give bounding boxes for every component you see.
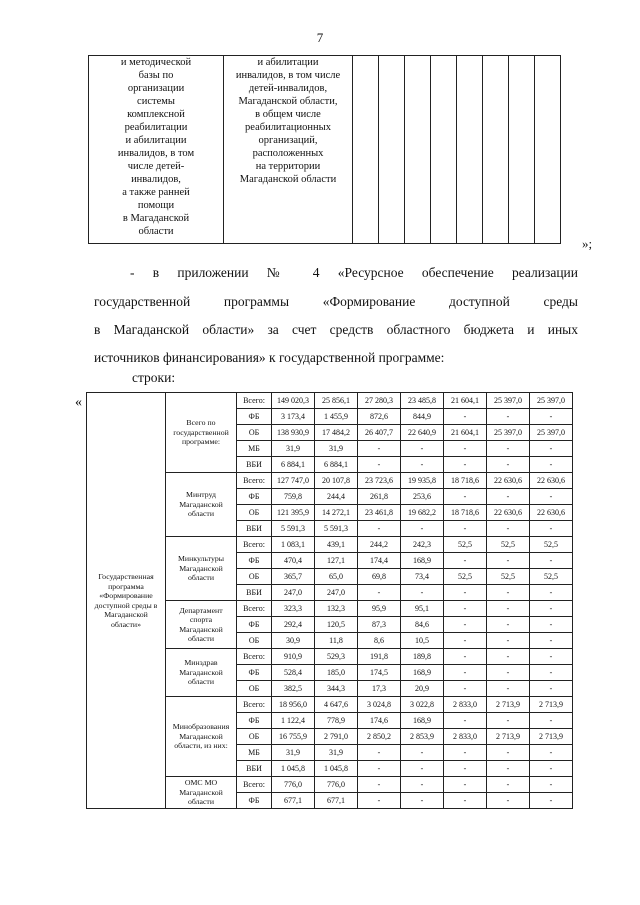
- cell-text-line: и методической: [120, 57, 192, 68]
- amount-cell: -: [530, 633, 573, 649]
- amount-cell: -: [444, 441, 487, 457]
- amount-cell: -: [444, 665, 487, 681]
- amount-cell: 120,5: [315, 617, 358, 633]
- amount-cell: -: [401, 777, 444, 793]
- cell-text-line: на территории: [255, 161, 321, 172]
- amount-cell: -: [444, 793, 487, 809]
- cell-text-line: базы по: [138, 70, 174, 81]
- executor-cell: ОМС МО Магаданской области: [166, 777, 237, 809]
- amount-cell: 31,9: [272, 745, 315, 761]
- amount-cell: 31,9: [315, 745, 358, 761]
- cell-text-line: расположенных: [252, 148, 324, 159]
- amount-cell: 168,9: [401, 553, 444, 569]
- amount-cell: 191,8: [358, 649, 401, 665]
- amount-cell: -: [530, 665, 573, 681]
- amount-cell: 20,9: [401, 681, 444, 697]
- amount-cell: -: [444, 777, 487, 793]
- amount-cell: 21 604,1: [444, 393, 487, 409]
- empty-cell: [535, 56, 561, 244]
- funding-source-cell: Всего:: [237, 649, 272, 665]
- cell-text-line: а также ранней: [122, 187, 190, 198]
- amount-cell: 18 956,0: [272, 697, 315, 713]
- amount-cell: -: [530, 761, 573, 777]
- amount-cell: 185,0: [315, 665, 358, 681]
- funding-source-cell: ОБ: [237, 425, 272, 441]
- amount-cell: 10,5: [401, 633, 444, 649]
- amount-cell: -: [487, 633, 530, 649]
- amount-cell: 22 640,9: [401, 425, 444, 441]
- amount-cell: -: [487, 681, 530, 697]
- funding-source-cell: ФБ: [237, 617, 272, 633]
- cell-text-line: комплексной: [127, 109, 185, 120]
- amount-cell: 52,5: [487, 537, 530, 553]
- amount-cell: 84,6: [401, 617, 444, 633]
- amount-cell: 759,8: [272, 489, 315, 505]
- amount-cell: 344,3: [315, 681, 358, 697]
- amount-cell: -: [530, 457, 573, 473]
- funding-source-cell: ВБИ: [237, 457, 272, 473]
- amount-cell: 23 723,6: [358, 473, 401, 489]
- amount-cell: 2 713,9: [530, 729, 573, 745]
- amount-cell: 26 407,7: [358, 425, 401, 441]
- cell-text-line: системы: [137, 96, 175, 107]
- amount-cell: 95,9: [358, 601, 401, 617]
- amount-cell: 292,4: [272, 617, 315, 633]
- amount-cell: 18 718,6: [444, 505, 487, 521]
- amount-cell: -: [487, 601, 530, 617]
- amount-cell: -: [444, 761, 487, 777]
- amount-cell: 11,8: [315, 633, 358, 649]
- amount-cell: 2 833,0: [444, 729, 487, 745]
- amount-cell: -: [444, 489, 487, 505]
- amount-cell: 677,1: [315, 793, 358, 809]
- paragraph-line: в Магаданской области» за счет средств областного бюджета и иных: [94, 322, 578, 337]
- amount-cell: -: [487, 761, 530, 777]
- executor-cell: Департамент спорта Магаданской области: [166, 601, 237, 649]
- amount-cell: 52,5: [530, 569, 573, 585]
- empty-cell: [405, 56, 431, 244]
- paragraph-line: государственной программы «Формирование доступной среды: [94, 294, 578, 309]
- empty-cell: [483, 56, 509, 244]
- cell-text-line: реабилитационных: [245, 122, 331, 133]
- amount-cell: 127 747,0: [272, 473, 315, 489]
- empty-cell: [353, 56, 379, 244]
- empty-cell: [379, 56, 405, 244]
- amount-cell: -: [401, 745, 444, 761]
- amount-cell: -: [530, 585, 573, 601]
- amount-cell: 25 397,0: [487, 425, 530, 441]
- cell-text-line: инвалидов, в том: [117, 148, 195, 159]
- amount-cell: 69,8: [358, 569, 401, 585]
- indicator-name-cell: [224, 56, 353, 244]
- funding-source-cell: ОБ: [237, 633, 272, 649]
- amount-cell: 27 280,3: [358, 393, 401, 409]
- amount-cell: 189,8: [401, 649, 444, 665]
- page-number: 7: [316, 30, 324, 45]
- amount-cell: 253,6: [401, 489, 444, 505]
- amount-cell: 25 397,0: [530, 425, 573, 441]
- amount-cell: 2 791,0: [315, 729, 358, 745]
- funding-source-cell: ОБ: [237, 681, 272, 697]
- amount-cell: -: [487, 409, 530, 425]
- amount-cell: -: [487, 489, 530, 505]
- amount-cell: 22 630,6: [530, 473, 573, 489]
- amount-cell: -: [530, 713, 573, 729]
- amount-cell: -: [401, 793, 444, 809]
- amount-cell: 6 884,1: [272, 457, 315, 473]
- amount-cell: 52,5: [444, 569, 487, 585]
- amount-cell: 776,0: [272, 777, 315, 793]
- amount-cell: 138 930,9: [272, 425, 315, 441]
- amount-cell: -: [487, 457, 530, 473]
- amount-cell: -: [530, 521, 573, 537]
- amount-cell: 244,4: [315, 489, 358, 505]
- cell-text-line: в общем числе: [255, 109, 321, 120]
- amount-cell: 95,1: [401, 601, 444, 617]
- amount-cell: 19 935,8: [401, 473, 444, 489]
- amount-cell: 1 045,8: [315, 761, 358, 777]
- amount-cell: -: [401, 761, 444, 777]
- amount-cell: -: [487, 441, 530, 457]
- amount-cell: 1 083,1: [272, 537, 315, 553]
- amount-cell: -: [444, 713, 487, 729]
- amount-cell: 174,4: [358, 553, 401, 569]
- opening-quote: «: [75, 395, 82, 410]
- amount-cell: 3 024,8: [358, 697, 401, 713]
- executor-cell: Всего по государственной программе:: [166, 393, 237, 473]
- amount-cell: 1 122,4: [272, 713, 315, 729]
- amount-cell: -: [487, 745, 530, 761]
- amount-cell: 5 591,3: [272, 521, 315, 537]
- closing-quote: »;: [582, 236, 593, 251]
- amount-cell: 168,9: [401, 713, 444, 729]
- amount-cell: -: [444, 633, 487, 649]
- amount-cell: 121 395,9: [272, 505, 315, 521]
- paragraph-line: - в приложении № 4 «Ресурсное обеспечение реализации: [130, 265, 578, 280]
- cell-text-line: области: [138, 226, 174, 237]
- continued-table: [88, 55, 561, 244]
- amount-cell: 18 718,6: [444, 473, 487, 489]
- amount-cell: -: [487, 713, 530, 729]
- amount-cell: 132,3: [315, 601, 358, 617]
- amount-cell: -: [487, 553, 530, 569]
- amount-cell: 4 647,6: [315, 697, 358, 713]
- amount-cell: 910,9: [272, 649, 315, 665]
- funding-source-cell: Всего:: [237, 537, 272, 553]
- amount-cell: 2 713,9: [487, 729, 530, 745]
- amount-cell: 5 591,3: [315, 521, 358, 537]
- amount-cell: -: [358, 457, 401, 473]
- amount-cell: -: [444, 585, 487, 601]
- cell-text-line: организаций,: [258, 135, 318, 146]
- funding-source-cell: ФБ: [237, 489, 272, 505]
- funding-source-cell: ВБИ: [237, 585, 272, 601]
- cell-text-line: инвалидов,: [131, 174, 181, 185]
- amount-cell: -: [401, 521, 444, 537]
- paragraph-line: строки:: [132, 370, 176, 385]
- amount-cell: -: [487, 617, 530, 633]
- amount-cell: -: [444, 521, 487, 537]
- cell-text-line: помощи: [137, 200, 175, 211]
- executor-cell: Минкультуры Магаданской области: [166, 537, 237, 601]
- amount-cell: -: [487, 793, 530, 809]
- executor-cell: Минтруд Магаданской области: [166, 473, 237, 537]
- funding-source-cell: ФБ: [237, 793, 272, 809]
- cell-text-line: Магаданской области,: [238, 96, 338, 107]
- amount-cell: 242,3: [401, 537, 444, 553]
- amount-cell: -: [401, 585, 444, 601]
- amount-cell: 17,3: [358, 681, 401, 697]
- amount-cell: 65,0: [315, 569, 358, 585]
- amount-cell: -: [358, 521, 401, 537]
- amount-cell: 2 853,9: [401, 729, 444, 745]
- activity-name-cell: [89, 56, 224, 244]
- amount-cell: 2 833,0: [444, 697, 487, 713]
- funding-source-cell: МБ: [237, 441, 272, 457]
- amount-cell: 14 272,1: [315, 505, 358, 521]
- amount-cell: 1 455,9: [315, 409, 358, 425]
- funding-source-cell: ОБ: [237, 569, 272, 585]
- amount-cell: 23 485,8: [401, 393, 444, 409]
- funding-source-cell: ФБ: [237, 553, 272, 569]
- funding-source-cell: ФБ: [237, 409, 272, 425]
- amount-cell: 1 045,8: [272, 761, 315, 777]
- funding-source-cell: Всего:: [237, 601, 272, 617]
- amount-cell: 22 630,6: [487, 473, 530, 489]
- amount-cell: 2 713,9: [530, 697, 573, 713]
- amount-cell: 52,5: [530, 537, 573, 553]
- amount-cell: -: [530, 793, 573, 809]
- amount-cell: 22 630,6: [530, 505, 573, 521]
- amount-cell: -: [487, 649, 530, 665]
- amount-cell: 17 484,2: [315, 425, 358, 441]
- amount-cell: -: [444, 617, 487, 633]
- amount-cell: -: [530, 617, 573, 633]
- amount-cell: 677,1: [272, 793, 315, 809]
- amount-cell: 872,6: [358, 409, 401, 425]
- amount-cell: 127,1: [315, 553, 358, 569]
- amount-cell: 168,9: [401, 665, 444, 681]
- amount-cell: 776,0: [315, 777, 358, 793]
- funding-source-cell: Всего:: [237, 777, 272, 793]
- amount-cell: 52,5: [444, 537, 487, 553]
- amount-cell: 3 173,4: [272, 409, 315, 425]
- funding-source-cell: ВБИ: [237, 761, 272, 777]
- amount-cell: -: [487, 521, 530, 537]
- amount-cell: -: [530, 489, 573, 505]
- amount-cell: -: [358, 761, 401, 777]
- cell-text-line: Магаданской области: [239, 174, 337, 185]
- executor-cell: Минздрав Магаданской области: [166, 649, 237, 697]
- amount-cell: 247,0: [272, 585, 315, 601]
- amount-cell: -: [444, 409, 487, 425]
- amount-cell: 244,2: [358, 537, 401, 553]
- amount-cell: 31,9: [315, 441, 358, 457]
- empty-cell: [431, 56, 457, 244]
- amount-cell: -: [487, 585, 530, 601]
- amount-cell: -: [401, 457, 444, 473]
- amount-cell: 16 755,9: [272, 729, 315, 745]
- amount-cell: -: [530, 649, 573, 665]
- amount-cell: -: [530, 777, 573, 793]
- amount-cell: -: [530, 441, 573, 457]
- amount-cell: 8,6: [358, 633, 401, 649]
- funding-source-cell: Всего:: [237, 393, 272, 409]
- amount-cell: 22 630,6: [487, 505, 530, 521]
- amount-cell: 19 682,2: [401, 505, 444, 521]
- amount-cell: 174,5: [358, 665, 401, 681]
- amount-cell: -: [444, 681, 487, 697]
- amount-cell: -: [487, 665, 530, 681]
- amount-cell: 25 856,1: [315, 393, 358, 409]
- amount-cell: 73,4: [401, 569, 444, 585]
- amount-cell: 528,4: [272, 665, 315, 681]
- amount-cell: 25 397,0: [487, 393, 530, 409]
- amount-cell: 439,1: [315, 537, 358, 553]
- amount-cell: 52,5: [487, 569, 530, 585]
- amount-cell: 470,4: [272, 553, 315, 569]
- amount-cell: 6 884,1: [315, 457, 358, 473]
- amount-cell: 174,6: [358, 713, 401, 729]
- amount-cell: 2 713,9: [487, 697, 530, 713]
- amount-cell: 844,9: [401, 409, 444, 425]
- empty-cell: [509, 56, 535, 244]
- amount-cell: -: [401, 441, 444, 457]
- amount-cell: -: [444, 457, 487, 473]
- amount-cell: 778,9: [315, 713, 358, 729]
- amount-cell: 365,7: [272, 569, 315, 585]
- executor-cell: Минобразования Магаданской области, из них:: [166, 697, 237, 777]
- funding-source-cell: Всего:: [237, 473, 272, 489]
- cell-text-line: организации: [127, 83, 185, 94]
- amount-cell: -: [444, 745, 487, 761]
- amount-cell: -: [487, 777, 530, 793]
- amount-cell: 31,9: [272, 441, 315, 457]
- amount-cell: -: [530, 409, 573, 425]
- amount-cell: 21 604,1: [444, 425, 487, 441]
- amount-cell: 323,3: [272, 601, 315, 617]
- funding-source-cell: ОБ: [237, 505, 272, 521]
- program-name-cell: Государственная программа «Формирование доступной среды в Магаданской области»: [87, 393, 166, 809]
- amount-cell: 149 020,3: [272, 393, 315, 409]
- amount-cell: 529,3: [315, 649, 358, 665]
- paragraph-line: источников финансирования» к государственной программе:: [94, 350, 445, 365]
- table-row: [87, 393, 573, 409]
- amount-cell: 87,3: [358, 617, 401, 633]
- amount-cell: 261,8: [358, 489, 401, 505]
- cell-text-line: числе детей-: [127, 161, 185, 172]
- amount-cell: 30,9: [272, 633, 315, 649]
- amount-cell: -: [530, 601, 573, 617]
- amount-cell: -: [358, 793, 401, 809]
- cell-text-line: инвалидов, в том числе: [235, 70, 341, 81]
- amount-cell: 25 397,0: [530, 393, 573, 409]
- amount-cell: 382,5: [272, 681, 315, 697]
- resource-table: [86, 392, 573, 809]
- amount-cell: 23 461,8: [358, 505, 401, 521]
- amount-cell: 2 850,2: [358, 729, 401, 745]
- funding-source-cell: Всего:: [237, 697, 272, 713]
- amount-cell: 247,0: [315, 585, 358, 601]
- amount-cell: -: [358, 777, 401, 793]
- amount-cell: -: [530, 553, 573, 569]
- amount-cell: -: [530, 681, 573, 697]
- amount-cell: -: [358, 441, 401, 457]
- amount-cell: 20 107,8: [315, 473, 358, 489]
- funding-source-cell: ФБ: [237, 665, 272, 681]
- funding-source-cell: МБ: [237, 745, 272, 761]
- cell-text-line: и абилитации: [257, 57, 319, 68]
- funding-source-cell: ОБ: [237, 729, 272, 745]
- amount-cell: 3 022,8: [401, 697, 444, 713]
- cell-text-line: в Магаданской: [122, 213, 190, 224]
- cell-text-line: реабилитации: [124, 122, 188, 133]
- amount-cell: -: [444, 649, 487, 665]
- amount-cell: -: [444, 601, 487, 617]
- cell-text-line: детей-инвалидов,: [248, 83, 328, 94]
- cell-text-line: и абилитации: [125, 135, 187, 146]
- funding-source-cell: ФБ: [237, 713, 272, 729]
- amount-cell: -: [358, 745, 401, 761]
- amount-cell: -: [358, 585, 401, 601]
- amount-cell: -: [444, 553, 487, 569]
- amount-cell: -: [530, 745, 573, 761]
- funding-source-cell: ВБИ: [237, 521, 272, 537]
- empty-cell: [457, 56, 483, 244]
